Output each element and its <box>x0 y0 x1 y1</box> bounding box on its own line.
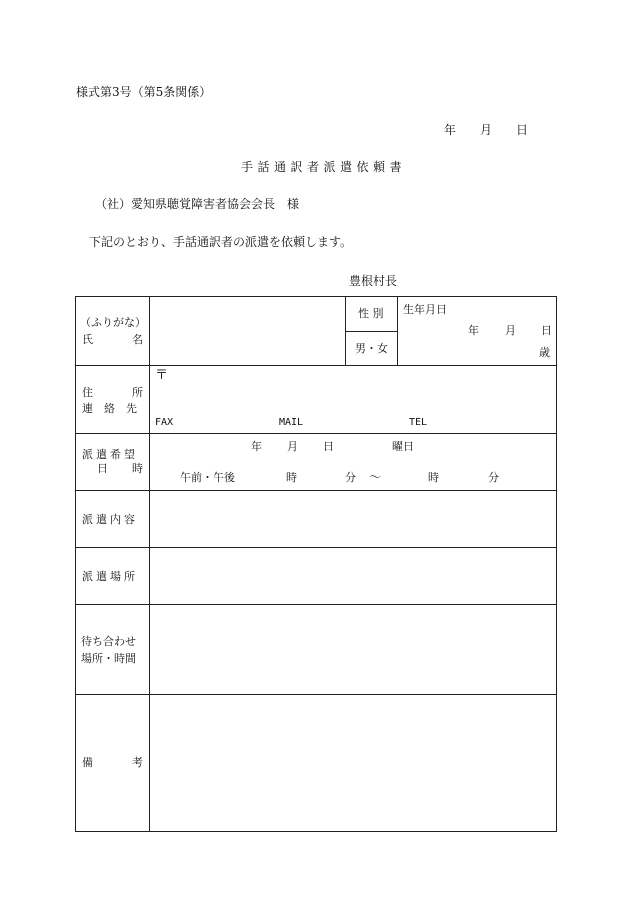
fax-label: FAX <box>155 417 174 428</box>
address-label-2: 所 <box>132 386 143 399</box>
birth-year-label: 年 <box>468 324 479 337</box>
birth-day-label: 日 <box>541 324 552 337</box>
contact-label: 連絡先 <box>82 402 148 415</box>
page-title: 手話通訳者派遣依頼書 <box>241 160 407 174</box>
birth-month-label: 月 <box>505 324 516 337</box>
meeting-field[interactable] <box>151 606 555 693</box>
end-minute-label: 分 <box>488 471 499 484</box>
name-field[interactable] <box>151 298 343 364</box>
dispatch-place-field[interactable] <box>151 549 555 603</box>
meeting-label-2: 場所・時間 <box>81 652 136 665</box>
birthdate-label: 生年月日 <box>403 303 447 316</box>
date-day-label: 日 <box>516 123 529 137</box>
mail-label: MAIL <box>279 417 304 428</box>
start-hour-label: 時 <box>286 471 297 484</box>
address-label-1: 住 <box>82 386 93 399</box>
date-month-label: 月 <box>480 123 493 137</box>
date-year-label: 年 <box>444 123 457 137</box>
meeting-label-1: 待ち合わせ <box>81 635 136 648</box>
dispatch-content-label: 派遣内容 <box>82 513 138 526</box>
postal-mark: 〒 <box>155 368 169 383</box>
age-label: 歳 <box>539 346 550 359</box>
dispatch-place-label: 派遣場所 <box>82 570 138 583</box>
addressee: （社）愛知県聴覚障害者協会会長 様 <box>95 197 300 211</box>
dispatch-month-label: 月 <box>287 440 298 453</box>
range-tilde: 〜 <box>369 470 382 484</box>
dispatch-content-field[interactable] <box>151 492 555 546</box>
remarks-field[interactable] <box>151 696 555 830</box>
dispatch-wish-label: 派遣希望 <box>82 448 138 461</box>
address-field[interactable] <box>151 367 555 413</box>
dispatch-year-label: 年 <box>251 440 262 453</box>
end-hour-label: 時 <box>428 471 439 484</box>
name-label-2: 名 <box>132 333 143 346</box>
dispatch-day-label: 日 <box>323 440 334 453</box>
remarks-label-2: 考 <box>132 756 143 769</box>
intro-text: 下記のとおり、手話通訳者の派遣を依頼します。 <box>89 235 353 249</box>
dispatch-wish-label-day: 日 <box>97 462 108 475</box>
gender-options[interactable]: 男・女 <box>355 342 388 355</box>
tel-label: TEL <box>409 417 428 428</box>
name-label-1: 氏 <box>82 333 93 346</box>
gender-label: 性 別 <box>358 307 384 320</box>
ampm-selector[interactable]: 午前・午後 <box>180 471 235 484</box>
start-minute-label: 分 <box>345 471 356 484</box>
sender: 豊根村長 <box>349 274 398 288</box>
form-number: 様式第3号（第5条関係） <box>76 85 212 99</box>
remarks-label-1: 備 <box>82 756 93 769</box>
dispatch-wish-label-time: 時 <box>132 462 143 475</box>
furigana-label: （ふりがな） <box>80 316 146 329</box>
dispatch-weekday-label: 曜日 <box>392 440 414 453</box>
